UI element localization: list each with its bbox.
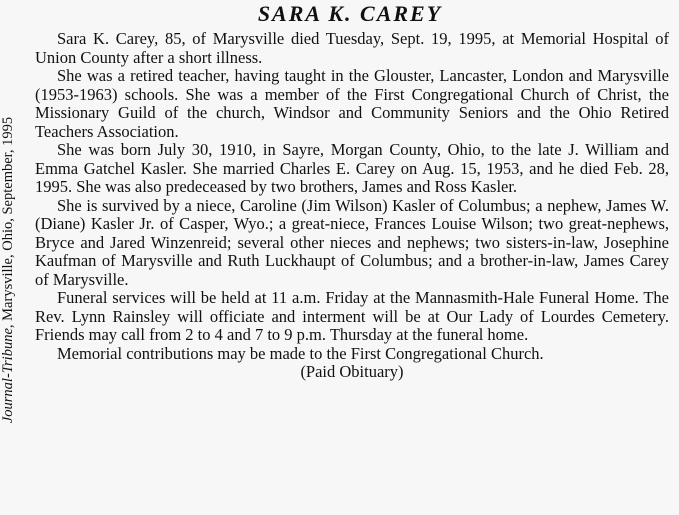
- paragraph-career: She was a retired teacher, having taught in the Glouster, Lancaster, London and Marysville (1953-1963) schools. She was a member of the First Congregational Church of Christ, the Missionary Guild of the church, Windsor and Community Seniors and the Ohio Retired Teachers Association.: [35, 66, 669, 141]
- source-line: [0, 117, 16, 423]
- publication-name: Journal-Tribune: [0, 328, 16, 424]
- obituary-title: SARA K. CAREY: [257, 1, 443, 26]
- paragraph-survivors: She is survived by a niece, Caroline (Jim Wilson) Kasler of Columbus; a nephew, James W. (Diane) Kasler Jr. of Casper, Wyo.; a great-niece, Frances Louise Wilson; two great-nephews, Bryce and Jared Winzenreid; several other nieces and nephews; two sisters-in-law, Josephine Kaufman of Marysville and Ruth Luckhaupt of Columbus; and a brother-in-law, James Carey of Marysville.: [35, 195, 669, 289]
- source-sidebar: [0, 0, 22, 515]
- obituary-body: [35, 30, 669, 382]
- paragraph-death-notice: Sara K. Carey, 85, of Marysville died Tuesday, Sept. 19, 1995, at Memorial Hospital of Union County after a short illness.: [35, 29, 669, 67]
- paid-obituary-note: (Paid Obituary): [300, 362, 404, 381]
- paragraph-memorial: Memorial contributions may be made to the First Congregational Church.: [57, 343, 544, 363]
- paragraph-family-history: She was born July 30, 1910, in Sayre, Morgan County, Ohio, to the late J. William and Emma Gatchel Kasler. She married Charles E. Carey on Aug. 15, 1953, and he died Feb. 28, 1995. She was also predeceased by two brothers, James and Ross Kasler.: [35, 140, 669, 196]
- publication-details: , Marysville, Ohio, September, 1995: [0, 116, 16, 329]
- paragraph-services: Funeral services will be held at 11 a.m. Friday at the Mannasmith-Hale Funeral Home. The Rev. Lynn Rainsley will officiate and interment will be at Our Lady of Lourdes Cemetery. Friends may call from 2 to 4 and 7 to 9 p.m. Thursday at the funeral home.: [35, 288, 669, 344]
